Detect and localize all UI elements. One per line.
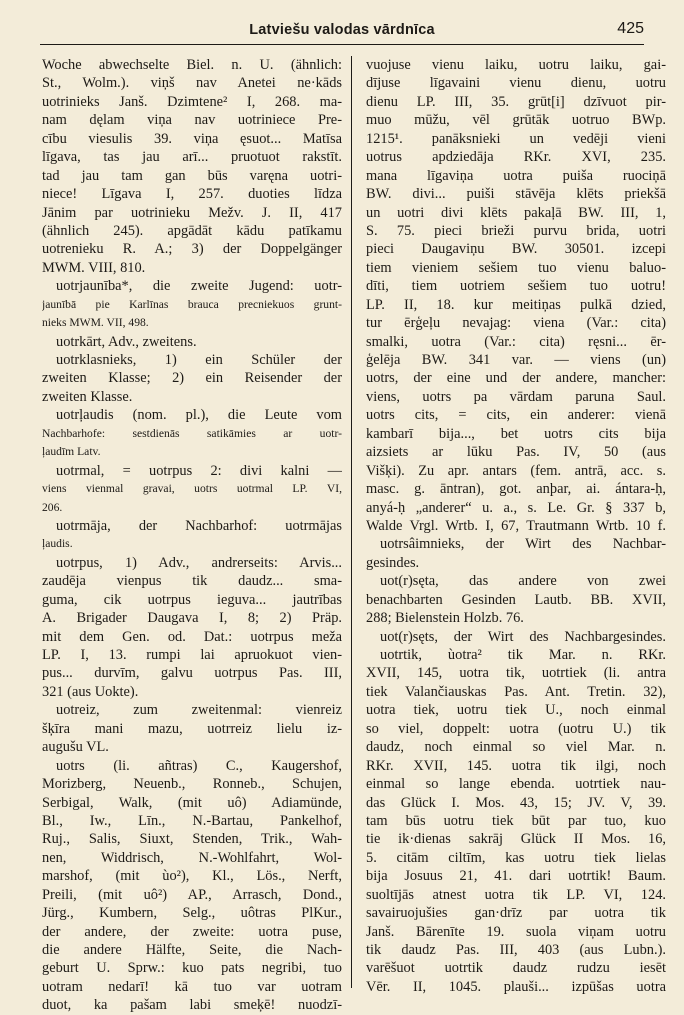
- text-line: Serbigal, Walk, (mit uô) Adiamünde,: [42, 794, 342, 811]
- right-column: [366, 56, 666, 996]
- text-line: anyá-ḥ „anderer“ u. a., s. Le. Gr. § 337 b,: [366, 499, 666, 516]
- text-line: masc. g. āntran), got. anþar, ai. ántara-ḥ,: [366, 481, 666, 498]
- text-line: Morizberg, Neuenb., Ronneb., Schujen,: [42, 776, 342, 793]
- text-line: Preili, (mit uô²) AP., Arrasch, Dond.,: [42, 886, 342, 903]
- text-line: tur ērģeļu nevajag: viena (Var.: cita): [366, 315, 666, 332]
- text-line: geburt U. Sprw.: kuo pats negribi, tuo: [42, 960, 342, 977]
- text-line: 206.: [42, 500, 63, 514]
- text-line: niece! Līgava I, 257. duoties līdza: [42, 186, 342, 203]
- text-line: uotrtik, ùotra² tik Mar. n. RKr.: [380, 647, 666, 663]
- text-line: pus... durvīm, galvu uotrpus Pas. III,: [42, 665, 342, 682]
- text-line: Janš. Bārenīte 19. suola viņam uotru: [366, 923, 666, 940]
- text-line: ģelēja BW. 341 var. — viens (un): [366, 352, 666, 368]
- text-line: A. Brigader Daugava I, 8; 2) Präp.: [42, 610, 342, 627]
- text-line: uotrļaudis (nom. pl.), die Leute vom: [56, 407, 342, 424]
- text-line: pieci Daugaviņu BW. 30501. izcepi: [366, 241, 666, 258]
- text-line: duot, ka pašam labi smeķē! nuodzī-: [42, 997, 342, 1014]
- running-header-title: Latviešu valodas vārdnīca: [249, 22, 435, 38]
- text-line: uotreiz, zum zweitenmal: vienreiz: [56, 702, 342, 719]
- text-line: LP. II, 18. kur meitiņas pulkā dzied,: [366, 296, 666, 313]
- text-line: 5. citām ciltīm, kas uotru tiek lielas: [366, 849, 666, 866]
- text-line: dienu LP. III, 35. grūt[i] dzīvuot pir-: [366, 93, 666, 110]
- text-line: zweiten Klasse.: [42, 388, 133, 405]
- text-line: uotrinieks Janš. Dzimtene² I, 268. ma-: [42, 93, 342, 110]
- text-line: gesindes.: [366, 554, 420, 571]
- text-line: uotrpus, 1) Adv., andrerseits: Arvis...: [56, 554, 342, 571]
- text-line: smalki, uotra (Var.: cita) ręsni... ēr-: [366, 333, 666, 350]
- text-line: so viel, doppelt: uotra (uotru U.) tik: [366, 720, 666, 737]
- text-line: uotrus apdziedāja RKr. XVI, 235.: [366, 149, 666, 166]
- text-line: tam būs uotru tiek būt par tuo, kuo: [366, 812, 666, 829]
- text-line: uotrs cits, = cits, ein anderer: vienā: [366, 407, 666, 424]
- column-divider: [351, 56, 352, 988]
- text-line: viens, uotrs pa vārdam paruna Saul.: [366, 388, 666, 405]
- left-column: [42, 56, 342, 1015]
- text-line: zaudēja vienpus tik daudz... sma-: [42, 573, 342, 590]
- text-line: nieks MWM. VII, 498.: [42, 316, 149, 330]
- text-line: Woche abwechselte Biel. n. U. (ähnlich:: [42, 57, 342, 73]
- text-line: suoltījās atnest uotra tik LP. VI, 124.: [366, 886, 666, 903]
- text-line: Jānim par uotrinieku Mežv. J. II, 417: [42, 204, 342, 221]
- text-line: MWM. VIII, 810.: [42, 259, 146, 276]
- text-line: BW. divi... puiši stāvēja klēts priekšā: [366, 186, 666, 203]
- text-line: dīti, tiem uotriem sešiem tuo uotru!: [366, 278, 666, 295]
- text-line: nen, Widdrisch, N.-Wohlfahrt, Wol-: [42, 849, 342, 866]
- text-line: einmal so lange ebenda. uotrtiek nau-: [366, 776, 666, 793]
- text-line: 288; Bielenstein Holzb. 76.: [366, 610, 524, 627]
- text-line: dījuse līgavaini vienu dienu, uotru: [366, 75, 666, 92]
- page-number: 425: [617, 20, 644, 37]
- text-line: uotram nedarī! kā tuo var uotram: [42, 978, 342, 995]
- text-line: muo mūžu, vēl grūtāk uotruo BWp.: [366, 112, 666, 129]
- text-line: uotrkārt, Adv., zweitens.: [56, 333, 197, 350]
- text-line: tie ik·dienas sakrāj Glück II Mos. 16,: [366, 831, 666, 848]
- text-line: augušu VL.: [42, 739, 109, 756]
- text-line: uot(r)sęta, das andere von zwei: [380, 573, 666, 590]
- text-line: vuojuse vienu laiku, uotru laiku, gai-: [366, 57, 666, 73]
- text-line: das Glück I. Mos. 43, 15; JV. V, 39.: [366, 794, 666, 811]
- text-line: tiem vieniem sešiem tuo vienu baluo-: [366, 259, 666, 276]
- text-line: nam dęlam viņa nav uotriniece Pre-: [42, 112, 342, 129]
- text-line: RKr. XVII, 145. uotra tik ilgi, noch: [366, 757, 666, 774]
- text-line: tad jau tam gan būs varęna uotri-: [42, 167, 342, 184]
- text-line: uotrsâimnieks, der Wirt des Nachbar-: [380, 536, 666, 553]
- text-line: varēšuot uotrtik daudz rudzu iesēt: [366, 960, 666, 977]
- text-line: ļaudis.: [42, 537, 73, 551]
- text-line: (ähnlich 245). apgādāt kādu patīkamu: [42, 222, 342, 239]
- text-line: 321 (aus Uokte).: [42, 683, 139, 700]
- text-line: daudz, noch einmal so viel Mar. n.: [366, 739, 666, 756]
- text-line: kambarī bija..., bet uotrs cits bija: [366, 425, 666, 442]
- text-line: marshof, (mit ùo²), Kl., Lös., Nerft,: [42, 868, 342, 885]
- text-line: LP. I, 13. rumpi lai apruokuot vien-: [42, 647, 342, 663]
- text-line: uotrjaunība*, die zweite Jugend: uotr-: [56, 278, 342, 295]
- text-line: bija Josuus 21, 41. dari uotrtik! Baum.: [366, 868, 666, 885]
- text-line: un uotri divi klēts pakaļā BW. III, 1,: [366, 204, 666, 221]
- text-line: tiek Valančiauskas Pas. Ant. Tretin. 32),: [366, 683, 666, 700]
- text-line: benachbarten Gesinden Lautb. BB. XVII,: [366, 591, 666, 608]
- text-line: uotrklasnieks, 1) ein Schüler der: [56, 352, 342, 368]
- text-line: Bl., Iw., Līn., N.-Bartau, Pankelhof,: [42, 812, 342, 829]
- text-line: ļaudīm Latv.: [42, 445, 101, 459]
- text-line: šķīra mani mazu, uotrreiz lielu iz-: [42, 720, 342, 737]
- text-line: cību viesulis 39. viņa ęsuot... Matīsa: [42, 130, 342, 147]
- text-line: uotrs (li. añtras) C., Kaugershof,: [56, 757, 342, 774]
- text-line: uotrmal, = uotrpus 2: divi kalni —: [56, 462, 342, 479]
- text-line: Walde Vrgl. Wrtb. I, 67, Trautmann Wrtb. 10 f.: [366, 517, 666, 534]
- text-line: savairuojušies gan·drīz par uotra tik: [366, 905, 666, 922]
- text-line: zweiten Klasse; 2) ein Reisender der: [42, 370, 342, 387]
- text-line: S. 75. pieci brieži purvu brida, uotri: [366, 222, 666, 239]
- text-line: uotrenieku R. A.; 3) der Doppelgänger: [42, 241, 342, 258]
- text-line: Višķi). Zu apr. antars (fem. antrā, acc. s.: [366, 462, 666, 479]
- text-line: viens vienmal gravai, uotrs uotrmal LP. VI,: [42, 482, 342, 496]
- text-line: 1215¹. panāksnieki un vedēji vieni: [366, 130, 666, 147]
- text-line: uotrs, der eine und der andere, mancher:: [366, 370, 666, 387]
- text-line: Jürg., Kumbern, Selg., uôtras PlKur.,: [42, 905, 342, 922]
- text-line: tik daudz Pas. III, 403 (aus Lubn.).: [366, 942, 666, 958]
- text-line: XVII, 145, uotra tik, uotrtiek (li. antra: [366, 665, 666, 682]
- text-line: Vēr. II, 1045. plauši... izpūšas uotra: [366, 978, 666, 995]
- text-line: uotra tiek, uotru tiek U., noch einmal: [366, 702, 666, 719]
- text-line: der andere, der zweite: uotra puse,: [42, 923, 342, 940]
- text-line: uotrmāja, der Nachbarhof: uotrmājas: [56, 517, 342, 534]
- text-line: mit dem Gen. od. Dat.: uotrpus meža: [42, 628, 342, 645]
- header-rule: [40, 44, 644, 45]
- text-line: uot(r)sęts, der Wirt des Nachbargesindes.: [380, 628, 666, 645]
- text-line: St., Wolm.). viņš nav Anetei ne·kāds: [42, 75, 342, 92]
- text-line: aizsiets ar lūku Pas. IV, 50 (aus: [366, 444, 666, 461]
- text-line: Nachbarhofe: sestdienās satikāmies ar uotr-: [42, 426, 342, 440]
- text-line: jaunībā pie Karlīnas brauca precniekuos grunt-: [42, 297, 342, 311]
- text-line: mana līgaviņa uotra puiša ruociņā: [366, 167, 666, 184]
- text-line: guma, cik uotrpus ieguva... jautrības: [42, 591, 342, 608]
- text-line: Ruj., Salis, Siuxt, Stenden, Trik., Wah-: [42, 831, 342, 848]
- text-line: līgava, tas jau arī... pruotuot rakstīt.: [42, 149, 342, 166]
- text-line: die andere Hälfte, Seite, die Nach-: [42, 942, 342, 958]
